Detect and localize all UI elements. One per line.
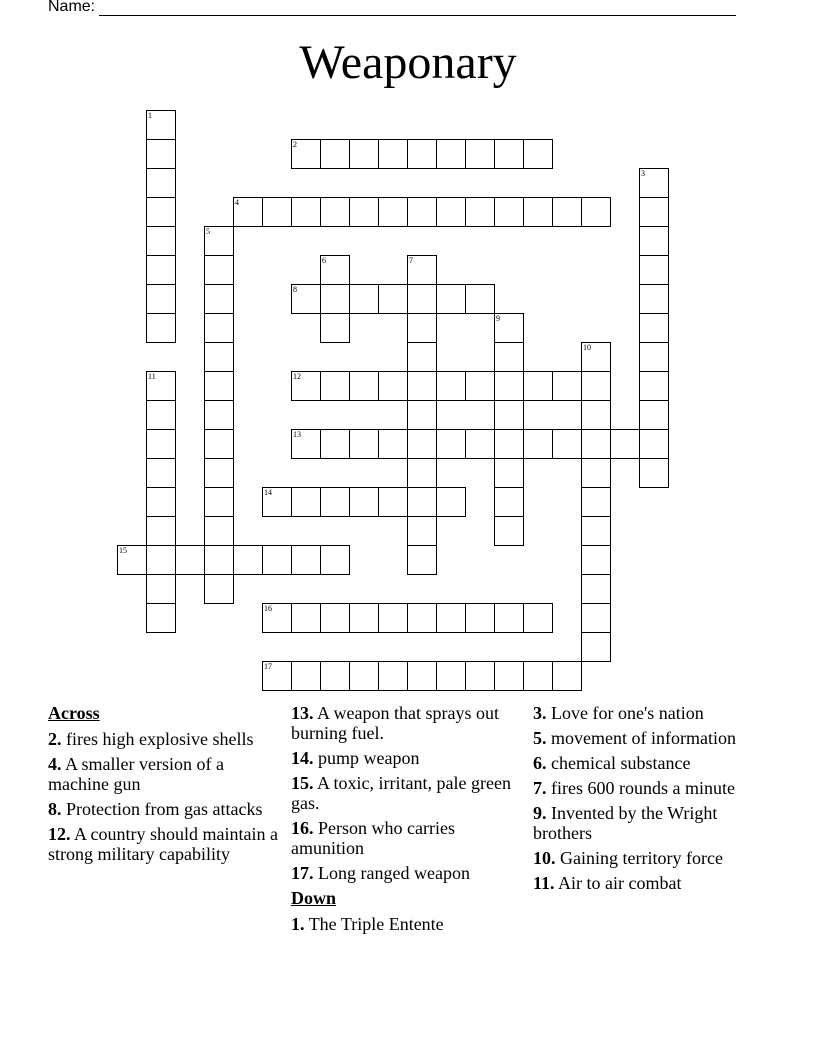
grid-cell[interactable] [146,458,176,488]
name-label: Name: [48,0,96,15]
grid-cell[interactable] [291,487,321,517]
grid-cell[interactable] [378,197,408,227]
grid-cell[interactable] [204,516,234,546]
grid-cell[interactable] [639,255,669,285]
grid-cell[interactable] [262,661,292,691]
grid-cell[interactable] [639,400,669,430]
grid-cell[interactable] [639,197,669,227]
grid-cell[interactable] [378,371,408,401]
grid-cell[interactable] [581,603,611,633]
grid-cell[interactable] [610,429,640,459]
grid-cell[interactable] [494,197,524,227]
grid-cell[interactable] [407,429,437,459]
grid-cell[interactable] [407,284,437,314]
grid-cell[interactable] [581,632,611,662]
grid-cell[interactable] [639,458,669,488]
clue-across-8: 8. Protection from gas attacks [48,799,263,819]
across-heading: Across [48,703,100,723]
grid-cell[interactable] [117,545,147,575]
clue-down-1: 1. The Triple Entente [291,914,444,934]
grid-cell[interactable] [146,110,176,140]
grid-cell[interactable] [146,487,176,517]
grid-cell[interactable] [204,313,234,343]
grid-cell[interactable] [320,313,350,343]
grid-cell[interactable] [581,429,611,459]
clue-down-10: 10. Gaining territory force [533,848,723,868]
clue-number: 12 [293,372,301,381]
grid-cell[interactable] [349,429,379,459]
grid-cell[interactable] [581,342,611,372]
clue-column-3 [533,703,773,898]
clue-number: 10 [583,343,591,352]
grid-cell[interactable] [262,197,292,227]
grid-cell[interactable] [465,284,495,314]
grid-cell[interactable] [465,139,495,169]
grid-cell[interactable] [204,429,234,459]
grid-cell[interactable] [378,603,408,633]
grid-cell[interactable] [146,516,176,546]
grid-cell[interactable] [581,516,611,546]
clue-number: 2 [293,140,297,149]
grid-cell[interactable] [146,400,176,430]
grid-cell[interactable] [262,603,292,633]
grid-cell[interactable] [407,661,437,691]
grid-cell[interactable] [494,139,524,169]
grid-cell[interactable] [639,226,669,256]
clue-across-15: 15. A toxic, irritant, pale green gas. [291,773,511,813]
grid-cell[interactable] [349,197,379,227]
clue-number: 1 [148,111,152,120]
grid-cell[interactable] [465,603,495,633]
grid-cell[interactable] [204,284,234,314]
grid-cell[interactable] [320,255,350,285]
clue-number: 17 [264,662,272,671]
grid-cell[interactable] [436,139,466,169]
grid-cell[interactable] [291,197,321,227]
grid-cell[interactable] [436,487,466,517]
grid-cell[interactable] [407,255,437,285]
grid-cell[interactable] [320,371,350,401]
grid-cell[interactable] [639,429,669,459]
grid-cell[interactable] [291,284,321,314]
clue-across-17: 17. Long ranged weapon [291,863,470,883]
grid-cell[interactable] [552,371,582,401]
clue-across-4: 4. A smaller version of a machine gun [48,754,224,794]
clue-down-11: 11. Air to air combat [533,873,682,893]
clue-number: 16 [264,604,272,613]
grid-cell[interactable] [349,284,379,314]
clue-number: 13 [293,430,301,439]
grid-cell[interactable] [465,371,495,401]
grid-cell[interactable] [349,603,379,633]
grid-cell[interactable] [523,371,553,401]
grid-cell[interactable] [204,371,234,401]
grid-cell[interactable] [552,429,582,459]
grid-cell[interactable] [639,168,669,198]
clue-down-5: 5. movement of information [533,728,736,748]
grid-cell[interactable] [320,139,350,169]
grid-cell[interactable] [494,487,524,517]
grid-cell[interactable] [523,197,553,227]
clue-down-9: 9. Invented by the Wright brothers [533,803,718,843]
clue-number: 3 [641,169,645,178]
grid-cell[interactable] [523,429,553,459]
grid-cell[interactable] [639,284,669,314]
grid-cell[interactable] [204,574,234,604]
clue-across-14: 14. pump weapon [291,748,420,768]
grid-cell[interactable] [146,284,176,314]
grid-cell[interactable] [291,545,321,575]
clue-number: 8 [293,285,297,294]
clue-number: 7 [409,256,413,265]
grid-cell[interactable] [320,661,350,691]
clue-column-2 [291,703,516,939]
clue-across-12: 12. A country should maintain a strong military capability [48,824,278,864]
grid-cell[interactable] [407,197,437,227]
clue-down-3: 3. Love for one's nation [533,703,704,723]
grid-cell[interactable] [407,458,437,488]
clue-number: 4 [235,198,239,207]
grid-cell[interactable] [146,429,176,459]
grid-cell[interactable] [407,545,437,575]
grid-cell[interactable] [204,458,234,488]
clue-across-13: 13. A weapon that sprays out burning fuel. [291,703,499,743]
grid-cell[interactable] [407,516,437,546]
grid-cell[interactable] [436,429,466,459]
grid-cell[interactable] [581,487,611,517]
grid-cell[interactable] [494,516,524,546]
grid-cell[interactable] [262,487,292,517]
grid-cell[interactable] [320,487,350,517]
grid-cell[interactable] [494,429,524,459]
grid-cell[interactable] [465,197,495,227]
grid-cell[interactable] [407,342,437,372]
grid-cell[interactable] [349,661,379,691]
grid-cell[interactable] [349,487,379,517]
grid-cell[interactable] [146,545,176,575]
grid-cell[interactable] [320,429,350,459]
grid-cell[interactable] [407,371,437,401]
grid-cell[interactable] [146,313,176,343]
grid-cell[interactable] [639,371,669,401]
grid-cell[interactable] [581,197,611,227]
grid-cell[interactable] [204,487,234,517]
grid-cell[interactable] [291,661,321,691]
grid-cell[interactable] [552,661,582,691]
grid-cell[interactable] [262,545,292,575]
grid-cell[interactable] [494,603,524,633]
grid-cell[interactable] [146,574,176,604]
grid-cell[interactable] [349,139,379,169]
grid-cell[interactable] [639,313,669,343]
clue-number: 11 [148,372,156,381]
grid-cell[interactable] [204,342,234,372]
grid-cell[interactable] [523,139,553,169]
grid-cell[interactable] [436,371,466,401]
grid-cell[interactable] [523,603,553,633]
grid-cell[interactable] [494,371,524,401]
grid-cell[interactable] [407,139,437,169]
grid-cell[interactable] [494,661,524,691]
grid-cell[interactable] [204,226,234,256]
clue-across-16: 16. Person who carries amunition [291,818,455,858]
grid-cell[interactable] [494,458,524,488]
grid-cell[interactable] [320,284,350,314]
clue-number: 6 [322,256,326,265]
grid-cell[interactable] [291,139,321,169]
grid-cell[interactable] [436,197,466,227]
grid-cell[interactable] [494,313,524,343]
grid-cell[interactable] [204,400,234,430]
grid-cell[interactable] [146,603,176,633]
grid-cell[interactable] [378,284,408,314]
grid-cell[interactable] [378,487,408,517]
grid-cell[interactable] [436,603,466,633]
clue-down-7: 7. fires 600 rounds a minute [533,778,735,798]
grid-cell[interactable] [581,574,611,604]
grid-cell[interactable] [465,661,495,691]
grid-cell[interactable] [146,226,176,256]
grid-cell[interactable] [146,197,176,227]
grid-cell[interactable] [436,284,466,314]
clue-number: 15 [119,546,127,555]
grid-cell[interactable] [465,429,495,459]
grid-cell[interactable] [639,342,669,372]
grid-cell[interactable] [407,400,437,430]
grid-cell[interactable] [320,545,350,575]
clue-number: 5 [206,227,210,236]
grid-cell[interactable] [378,429,408,459]
grid-cell[interactable] [581,400,611,430]
grid-cell[interactable] [146,255,176,285]
grid-cell[interactable] [378,139,408,169]
grid-cell[interactable] [581,371,611,401]
grid-cell[interactable] [552,197,582,227]
grid-cell[interactable] [378,661,408,691]
grid-cell[interactable] [349,371,379,401]
grid-cell[interactable] [407,313,437,343]
clue-number: 14 [264,488,272,497]
clue-down-6: 6. chemical substance [533,753,691,773]
grid-cell[interactable] [291,603,321,633]
grid-cell[interactable] [146,139,176,169]
grid-cell[interactable] [233,545,263,575]
clue-column-1 [48,703,283,869]
grid-cell[interactable] [146,371,176,401]
grid-cell[interactable] [523,661,553,691]
grid-cell[interactable] [291,371,321,401]
clue-across-2: 2. fires high explosive shells [48,729,254,749]
clue-number: 9 [496,314,500,323]
grid-cell[interactable] [581,458,611,488]
grid-cell[interactable] [436,661,466,691]
grid-cell[interactable] [146,168,176,198]
grid-cell[interactable] [233,197,263,227]
grid-cell[interactable] [175,545,205,575]
puzzle-title: Weaponary [299,36,517,89]
grid-cell[interactable] [320,197,350,227]
grid-cell[interactable] [581,545,611,575]
down-heading: Down [291,888,337,908]
grid-cell[interactable] [204,545,234,575]
grid-cell[interactable] [320,603,350,633]
grid-cell[interactable] [407,487,437,517]
grid-cell[interactable] [494,400,524,430]
grid-cell[interactable] [407,603,437,633]
grid-cell[interactable] [494,342,524,372]
grid-cell[interactable] [291,429,321,459]
grid-cell[interactable] [204,255,234,285]
